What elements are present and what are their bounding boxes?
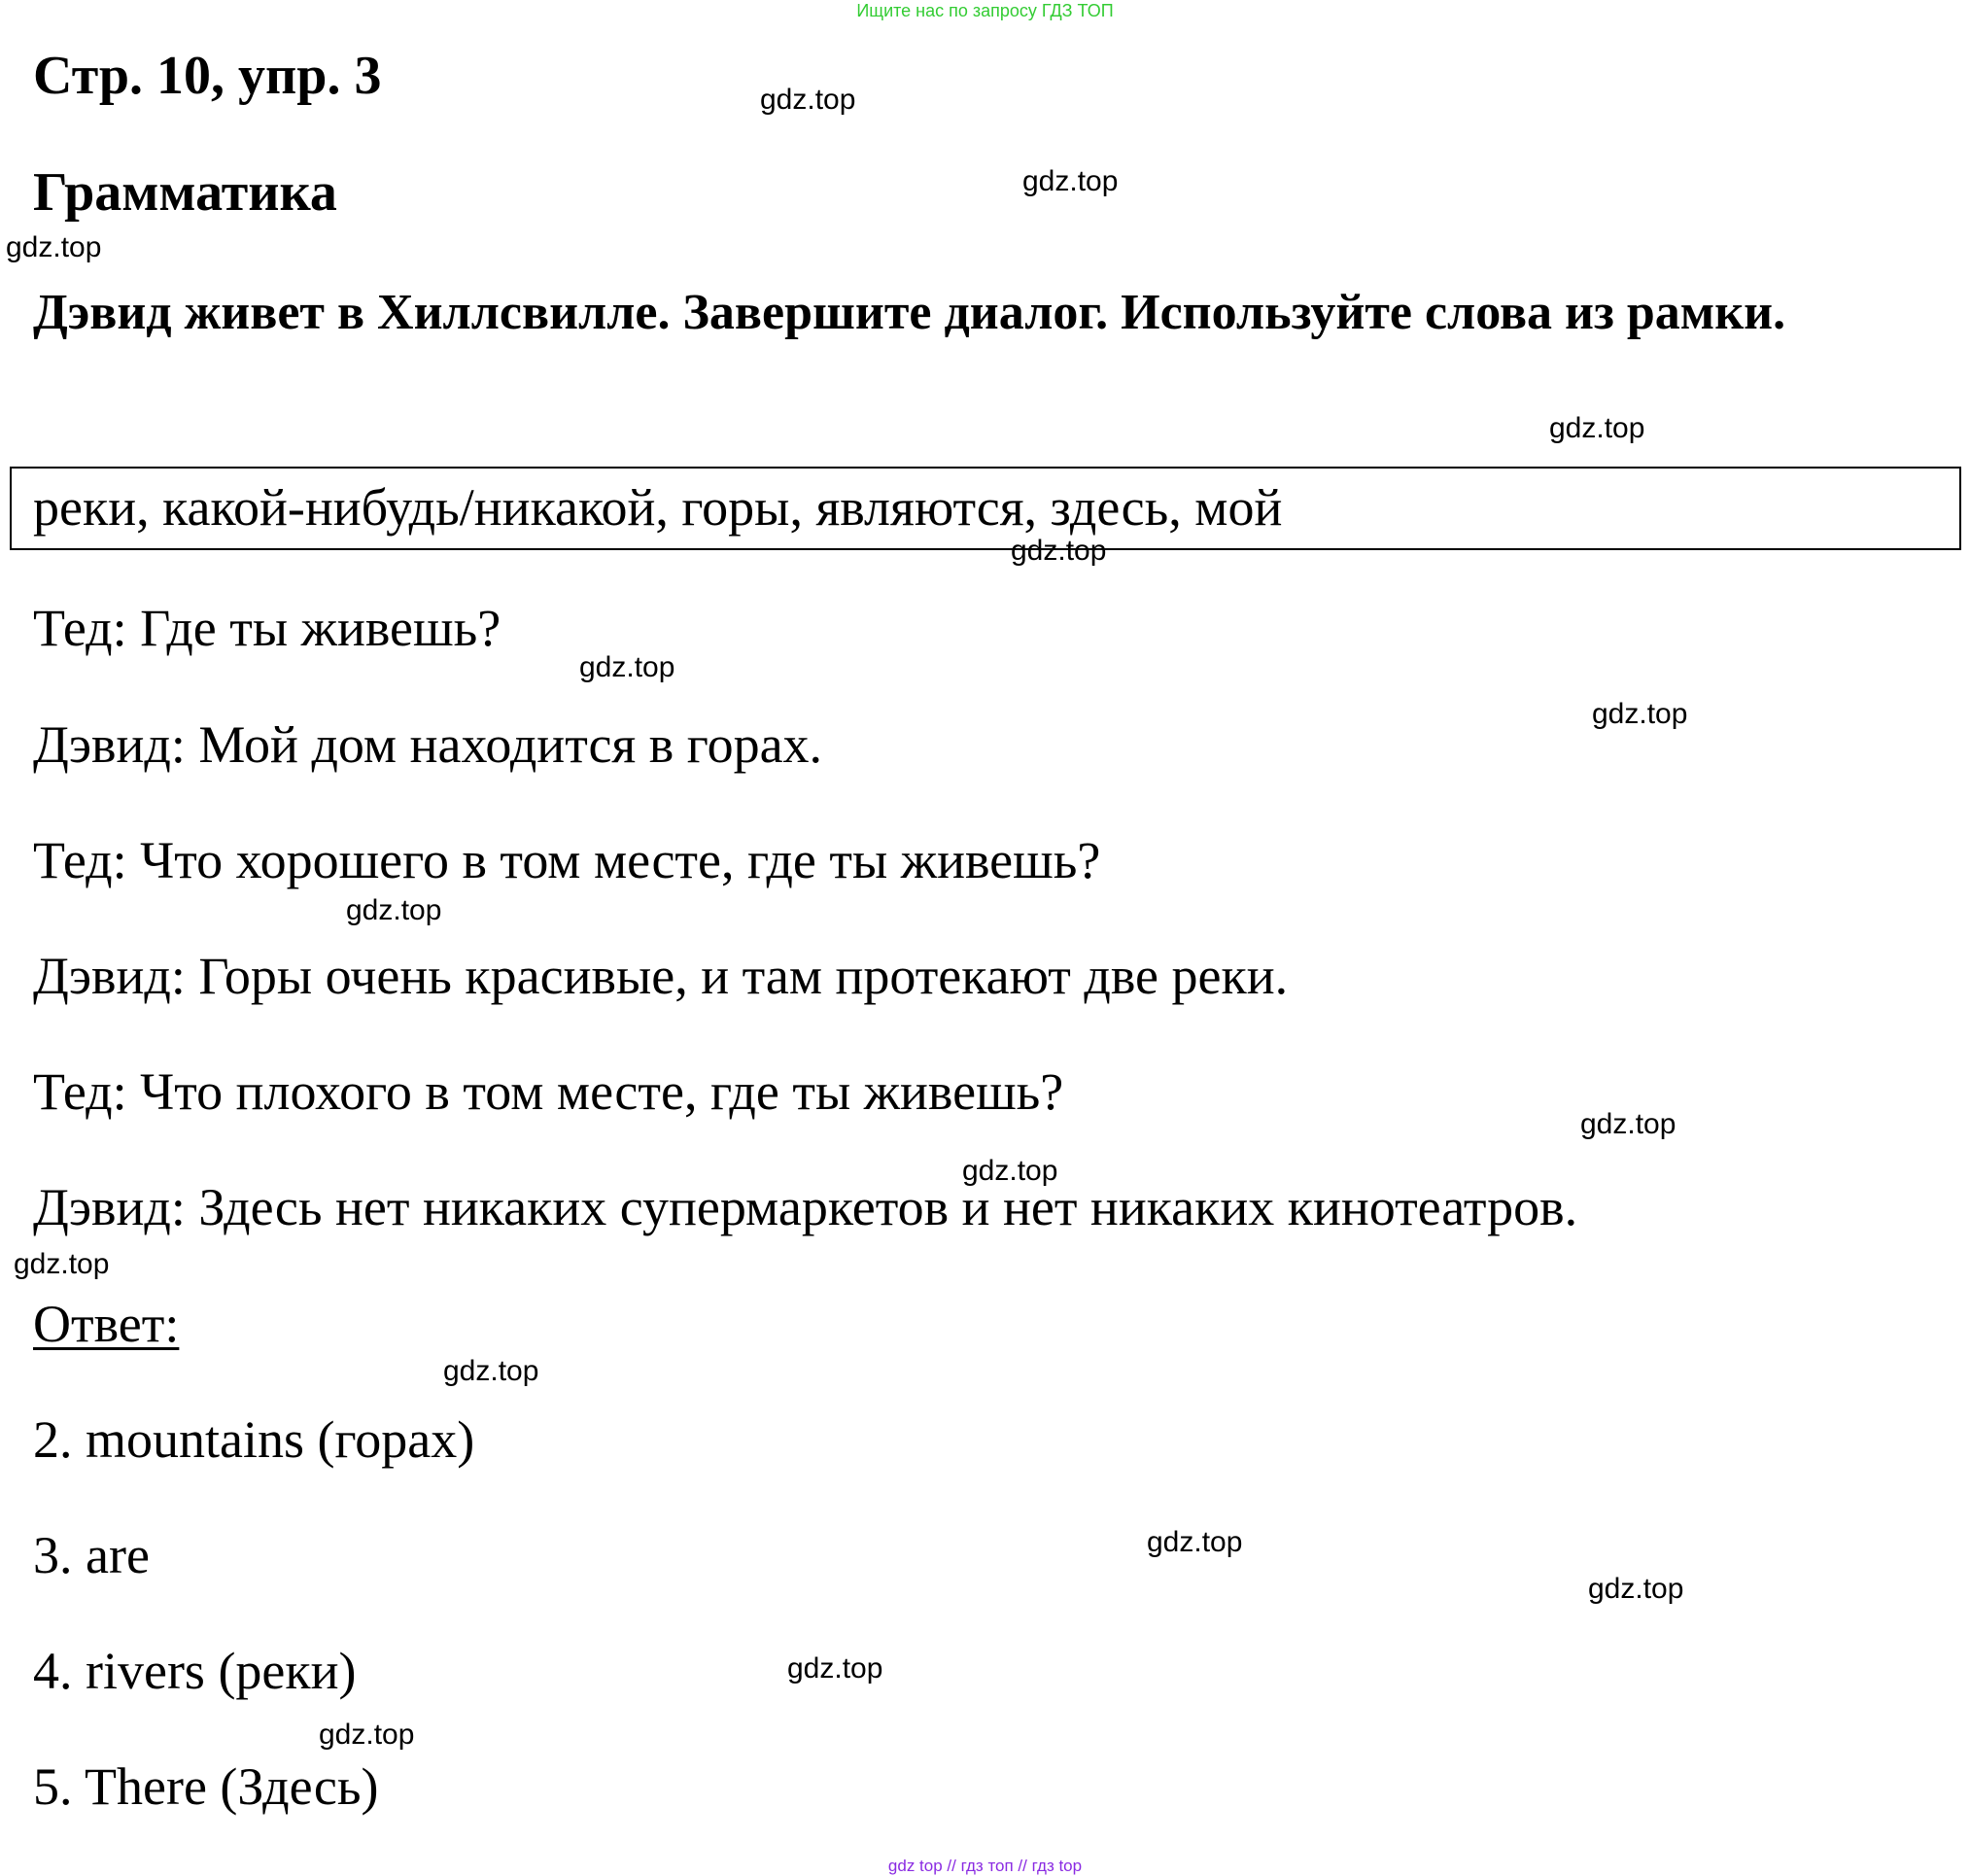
dialogue-line-3: Тед: Что хорошего в том месте, где ты живешь? bbox=[33, 831, 1101, 889]
watermark: gdz.top bbox=[1147, 1526, 1243, 1558]
watermark: gdz.top bbox=[6, 231, 102, 263]
word-box-text: реки, какой-нибудь/никакой, горы, являются, здесь, мой bbox=[33, 478, 1283, 537]
watermark: gdz.top bbox=[1022, 165, 1119, 197]
watermark: gdz.top bbox=[346, 894, 442, 926]
watermark: gdz.top bbox=[1580, 1108, 1676, 1140]
watermark: gdz.top bbox=[760, 84, 856, 116]
dialogue-line-2: Дэвид: Мой дом находится в горах. bbox=[33, 715, 823, 774]
watermark: gdz.top bbox=[319, 1719, 415, 1751]
answer-label: Ответ: bbox=[33, 1295, 180, 1353]
page-reference-heading: Стр. 10, упр. 3 bbox=[33, 46, 382, 106]
watermark: gdz.top bbox=[14, 1248, 110, 1280]
dialogue-line-1: Тед: Где ты живешь? bbox=[33, 599, 501, 657]
watermark: gdz.top bbox=[1588, 1573, 1684, 1605]
answer-item-2: 2. mountains (горах) bbox=[33, 1410, 475, 1469]
section-heading: Грамматика bbox=[33, 162, 337, 223]
watermark: gdz.top bbox=[1549, 412, 1645, 444]
watermark: gdz.top bbox=[787, 1652, 883, 1685]
watermark: gdz.top bbox=[1592, 698, 1688, 730]
dialogue-line-5: Тед: Что плохого в том месте, где ты живешь? bbox=[33, 1062, 1064, 1121]
answer-item-3: 3. are bbox=[33, 1526, 150, 1584]
watermark: gdz.top bbox=[1011, 535, 1107, 567]
top-banner: Ищите нас по запросу ГДЗ ТОП bbox=[856, 1, 1114, 20]
answer-item-5: 5. There (Здесь) bbox=[33, 1757, 379, 1816]
dialogue-line-4: Дэвид: Горы очень красивые, и там протекают две реки. bbox=[33, 947, 1289, 1005]
task-instruction: Дэвид живет в Хиллсвилле. Завершите диалог. Используйте слова из рамки. bbox=[33, 285, 1786, 340]
watermark: gdz.top bbox=[962, 1155, 1058, 1187]
word-box bbox=[10, 467, 1961, 550]
watermark: gdz.top bbox=[443, 1355, 539, 1387]
watermark: gdz.top bbox=[579, 651, 675, 683]
footer-watermark: gdz top // гдз топ // гдз top bbox=[887, 1857, 1083, 1875]
answer-item-4: 4. rivers (реки) bbox=[33, 1642, 357, 1700]
dialogue-line-6: Дэвид: Здесь нет никаких супермаркетов и нет никаких кинотеатров. bbox=[33, 1178, 1578, 1236]
